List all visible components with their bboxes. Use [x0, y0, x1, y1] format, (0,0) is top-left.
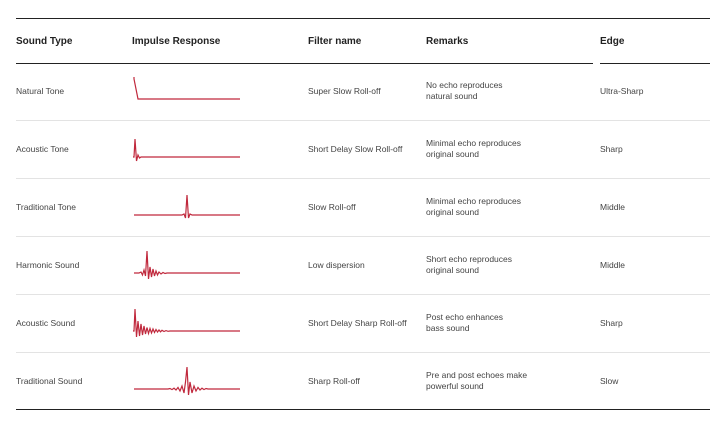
edge-cell: Sharp [600, 318, 623, 328]
filter-name-cell: Super Slow Roll-off [308, 86, 381, 96]
remarks-line-2: natural sound [426, 91, 478, 101]
filter-name-cell: Slow Roll-off [308, 202, 356, 212]
header-remarks: Remarks [426, 36, 469, 47]
table-header [16, 19, 710, 63]
header-impulse-response: Impulse Response [132, 36, 221, 47]
table-row [16, 237, 710, 295]
remarks-line-1: No echo reproduces [426, 80, 503, 90]
impulse-response-waveform [132, 191, 242, 221]
remarks-line-2: original sound [426, 149, 479, 159]
remarks-line-2: bass sound [426, 323, 470, 333]
sound-type-cell: Acoustic Sound [16, 318, 76, 328]
sound-type-cell: Natural Tone [16, 86, 65, 96]
table-bottom-rule [16, 409, 710, 410]
edge-cell: Middle [600, 260, 626, 270]
table-row [16, 179, 710, 237]
filter-name-cell: Short Delay Sharp Roll-off [308, 318, 407, 328]
edge-cell: Middle [600, 202, 626, 212]
remarks-line-2: original sound [426, 265, 479, 275]
impulse-response-waveform [132, 365, 242, 395]
header-edge: Edge [600, 36, 625, 47]
edge-cell: Sharp [600, 144, 623, 154]
remarks-line-2: original sound [426, 207, 479, 217]
edge-cell: Slow [600, 376, 619, 386]
sound-type-cell: Traditional Sound [16, 376, 83, 386]
remarks-line-2: powerful sound [426, 381, 484, 391]
header-filter-name: Filter name [308, 36, 362, 47]
sound-type-cell: Traditional Tone [16, 202, 77, 212]
table-row [16, 353, 710, 411]
impulse-response-waveform [132, 249, 242, 279]
remarks-line-1: Minimal echo reproduces [426, 138, 521, 148]
filter-name-cell: Low dispersion [308, 260, 365, 270]
filter-name-cell: Short Delay Slow Roll-off [308, 144, 403, 154]
table-row [16, 63, 710, 121]
edge-cell: Ultra-Sharp [600, 86, 644, 96]
filter-name-cell: Sharp Roll-off [308, 376, 360, 386]
remarks-line-1: Minimal echo reproduces [426, 196, 521, 206]
impulse-response-waveform [132, 307, 242, 337]
impulse-response-waveform [132, 75, 242, 105]
sound-type-cell: Acoustic Tone [16, 144, 69, 154]
remarks-line-1: Short echo reproduces [426, 254, 512, 264]
sound-type-cell: Harmonic Sound [16, 260, 80, 270]
table-row [16, 295, 710, 353]
table-row [16, 121, 710, 179]
header-sound-type: Sound Type [16, 36, 73, 47]
remarks-line-1: Pre and post echoes make [426, 370, 528, 380]
remarks-line-1: Post echo enhances [426, 312, 504, 322]
impulse-response-waveform [132, 133, 242, 163]
